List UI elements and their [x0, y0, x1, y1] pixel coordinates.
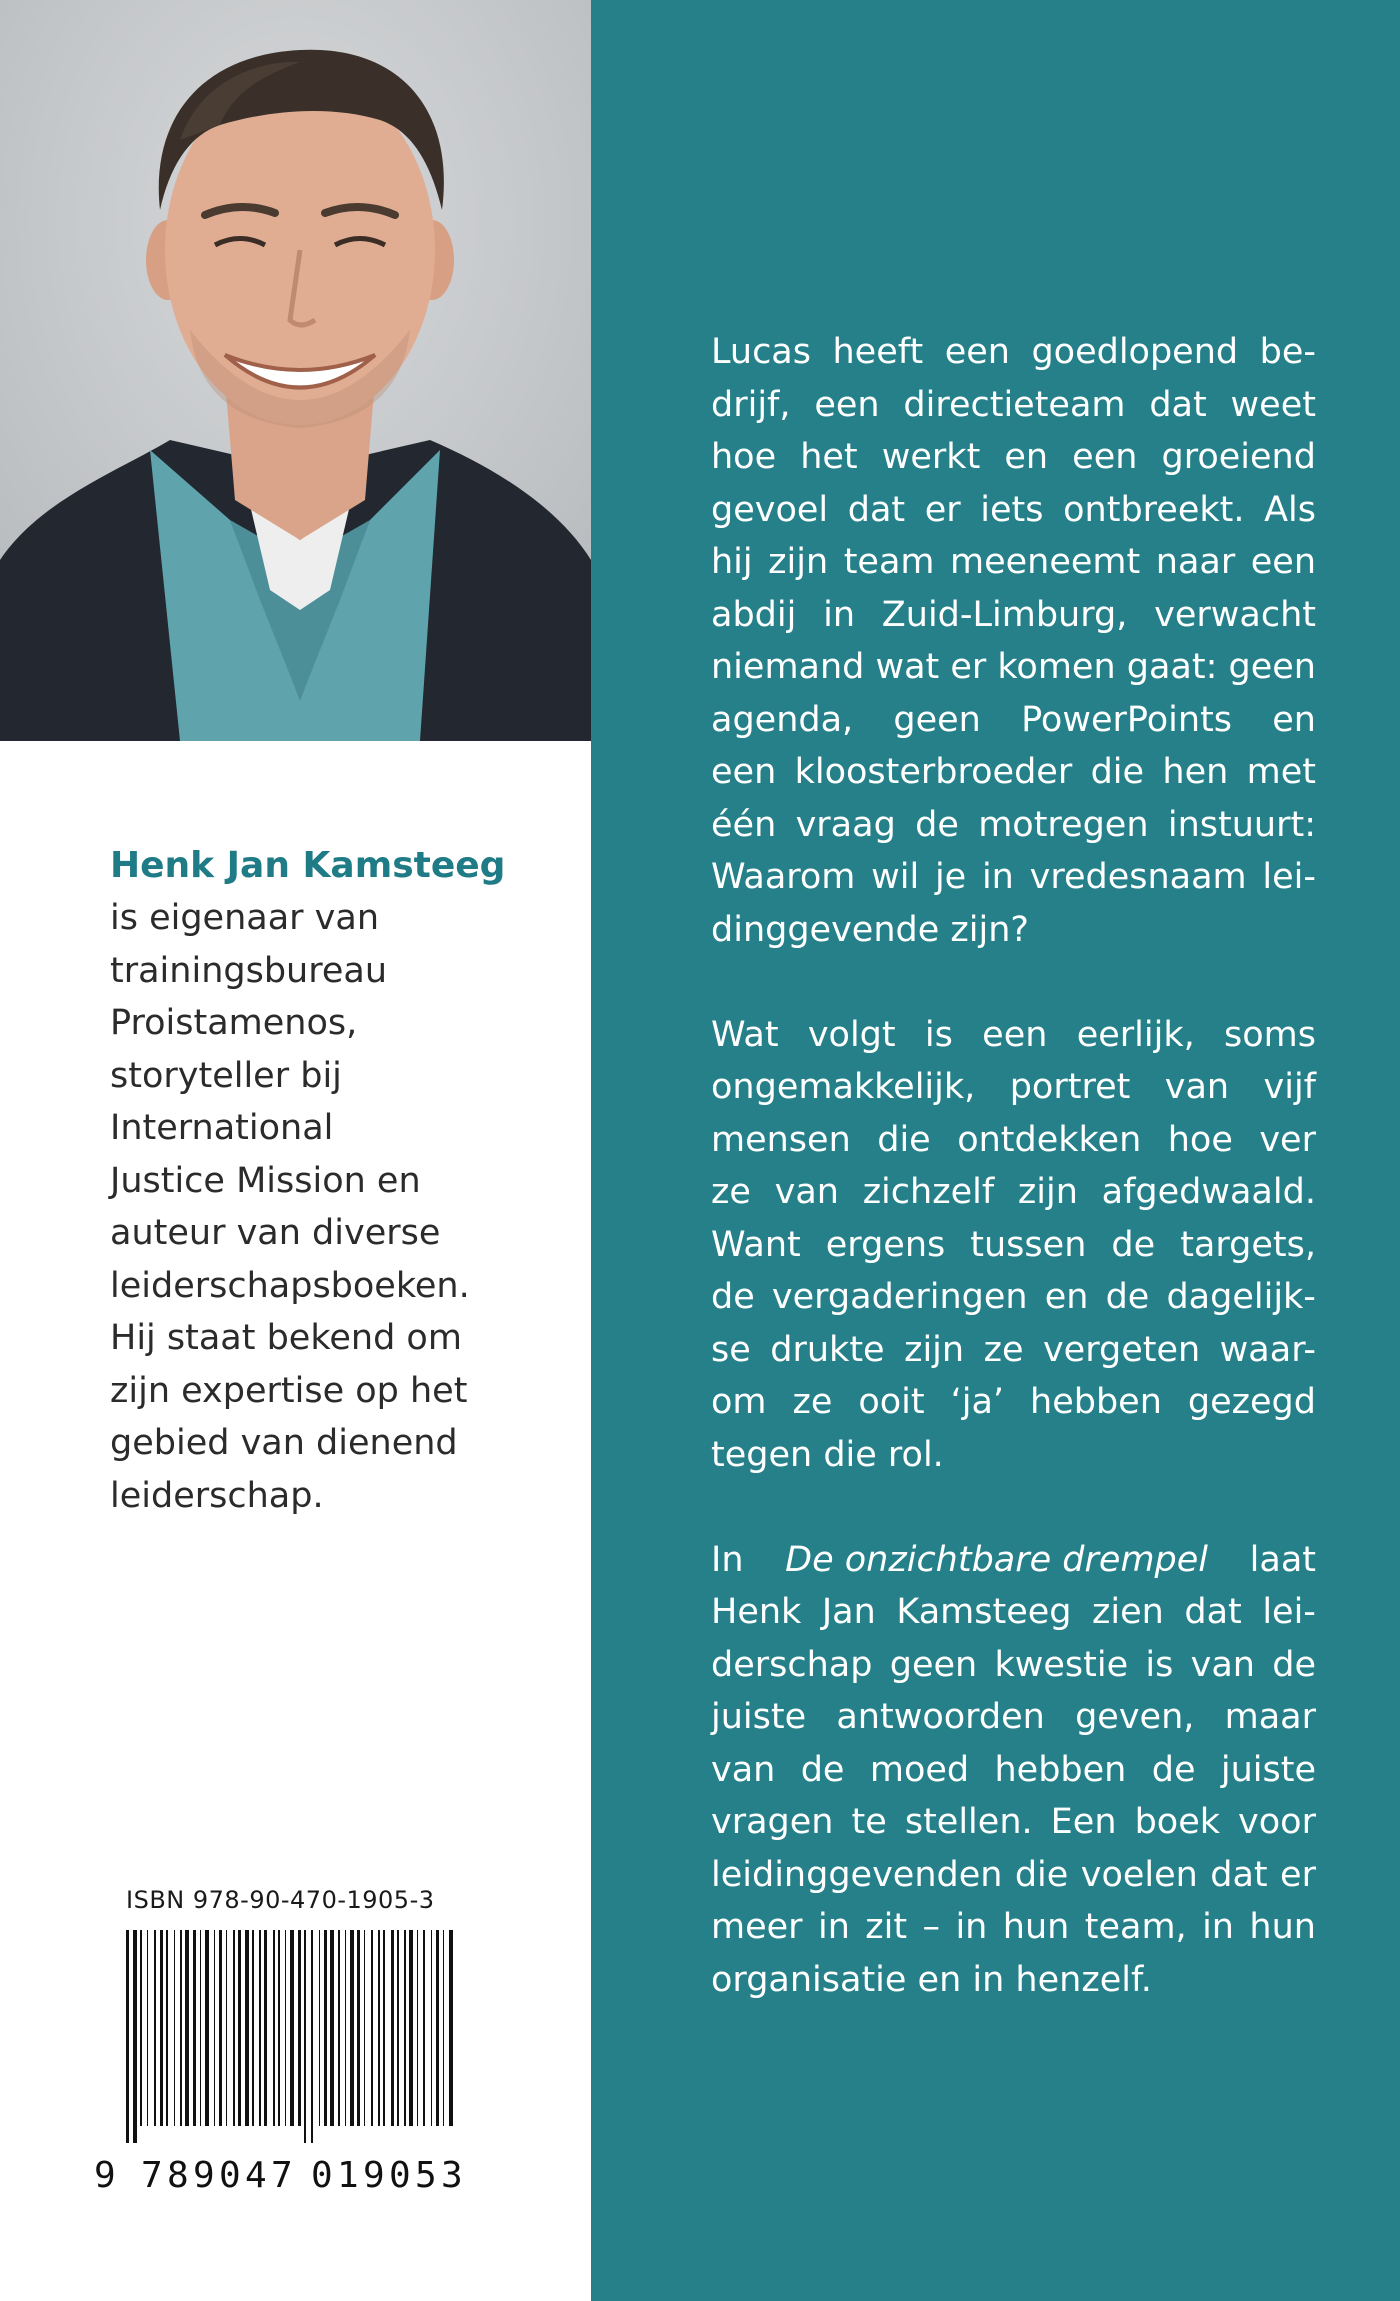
blurb-word: groeiend: [1161, 437, 1316, 477]
blurb-line: [711, 851, 1316, 904]
blurb-line: [711, 1061, 1316, 1114]
blurb-word: de: [915, 804, 959, 845]
barcode-bar: [423, 1930, 425, 2126]
blurb-word: zijn: [768, 542, 829, 582]
author-bio: [110, 892, 580, 1522]
barcode-bar: [140, 1930, 142, 2126]
blurb-line: [711, 1639, 1316, 1692]
blurb-word: Als: [1264, 489, 1316, 530]
blurb-word: geven,: [1075, 1697, 1195, 1737]
barcode-bar: [324, 1930, 327, 2126]
barcode-digit: 7: [141, 2155, 163, 2196]
blurb-word: van: [1164, 1067, 1230, 1107]
blurb-word: lei-: [1262, 857, 1316, 897]
barcode-bar: [238, 1930, 241, 2126]
isbn-label: ISBN 978-90-470-1905-3: [126, 1886, 435, 1914]
blurb-line: [711, 694, 1316, 747]
blurb-line: [711, 1744, 1316, 1797]
blurb-line: [711, 1586, 1316, 1639]
barcode-bar: [205, 1930, 209, 2126]
barcode-bar: [298, 1930, 301, 2126]
blurb-word: er: [950, 647, 987, 687]
blurb-word: hebben: [1030, 1382, 1162, 1422]
barcode-digit: 9: [94, 2155, 116, 2196]
barcode-bar: [350, 1930, 354, 2126]
blurb-word: de: [1272, 1644, 1316, 1685]
blurb-word: motregen: [978, 804, 1149, 845]
blurb-word: instuurt:: [1167, 804, 1316, 845]
blurb-line: [711, 1691, 1316, 1744]
blurb-word: hoe: [711, 437, 777, 477]
barcode-bar: [193, 1930, 196, 2126]
barcode-bar: [357, 1930, 360, 2126]
barcode-bar: [409, 1930, 413, 2126]
blurb-word: vragen: [711, 1802, 834, 1842]
blurb-word: om: [711, 1382, 767, 1422]
blurb-word: ongemakkelijk,: [711, 1067, 976, 1107]
blurb-word: in: [817, 1907, 850, 1947]
blurb-line: [711, 1849, 1316, 1902]
blurb-word: dat: [847, 489, 906, 530]
barcode-bar: [180, 1930, 182, 2126]
blurb-word: Een: [1050, 1802, 1117, 1842]
barcode-bar: [311, 1930, 313, 2143]
blurb-word: van: [711, 1749, 776, 1790]
barcode-digits: [94, 2155, 464, 2195]
blurb-word: te: [851, 1802, 887, 1842]
blurb-word: wat: [875, 647, 940, 687]
blurb-word: boek: [1134, 1802, 1220, 1842]
blurb-word: vergeten: [1042, 1329, 1201, 1370]
blurb-line: [711, 1114, 1316, 1167]
blurb-word: een: [1072, 437, 1138, 477]
blurb-word: geen: [889, 1644, 978, 1685]
blurb-word: antwoorden: [836, 1697, 1045, 1737]
blurb-word: hij: [711, 542, 753, 582]
barcode-bar: [264, 1930, 267, 2126]
blurb-word: geen: [893, 699, 981, 740]
barcode-bar: [278, 1930, 280, 2126]
blurb-word: vergaderingen: [771, 1277, 1028, 1317]
blurb-word: ze: [792, 1382, 833, 1422]
blurb-word: heeft: [832, 332, 924, 372]
blurb-line: [711, 641, 1316, 694]
blurb-word: zijn: [904, 1329, 965, 1370]
blurb-word: meer: [711, 1907, 803, 1947]
back-cover-blurb: [711, 326, 1316, 2059]
blurb-word: Want: [711, 1224, 801, 1265]
book-title: De onzichtbare drempel: [785, 1539, 1209, 1580]
blurb-word: weet: [1230, 384, 1316, 425]
blurb-word: agenda,: [711, 699, 854, 740]
blurb-word: zichzelf: [862, 1172, 995, 1212]
blurb-word: juiste: [1220, 1749, 1316, 1790]
blurb-word: een: [711, 752, 777, 792]
barcode-bar: [160, 1930, 163, 2126]
barcode-bar: [290, 1930, 294, 2126]
barcode-bar: [214, 1930, 215, 2126]
blurb-word: kwestie: [994, 1644, 1129, 1685]
blurb-line: [711, 536, 1316, 589]
blurb-word: gaat:: [1126, 647, 1218, 687]
blurb-word: hun: [1249, 1907, 1316, 1947]
blurb-word: zijn: [1017, 1172, 1078, 1212]
blurb-word: ontdekken: [957, 1119, 1142, 1160]
blurb-word: targets,: [1180, 1224, 1316, 1265]
blurb-line-with-title: [711, 1534, 1316, 1587]
blurb-word: Wat: [711, 1014, 779, 1055]
blurb-line: [711, 1166, 1316, 1219]
blurb-word: zien: [1092, 1592, 1164, 1632]
blurb-line: [711, 1219, 1316, 1272]
blurb-word: je: [934, 857, 967, 897]
blurb-word: die: [877, 1119, 931, 1160]
barcode-digit: 0: [311, 2155, 333, 2196]
barcode-bar: [174, 1930, 175, 2126]
barcode-digit: 1: [337, 2155, 359, 2196]
blurb-paragraph-2: [711, 1009, 1316, 1482]
blurb-word: –: [922, 1907, 941, 1947]
barcode-digit: 3: [441, 2155, 463, 2196]
blurb-word: dat: [1184, 1592, 1242, 1632]
blurb-line: [711, 746, 1316, 799]
barcode-bar: [304, 1930, 306, 2143]
barcode-bar: [252, 1930, 254, 2126]
blurb-word: ze: [711, 1172, 751, 1212]
barcode-bar: [245, 1930, 249, 2126]
barcode-bar: [233, 1930, 235, 2126]
blurb-word: komen: [997, 647, 1116, 687]
barcode-bar: [404, 1930, 406, 2126]
author-bio-line: International: [110, 1108, 334, 1148]
barcode-digit: 9: [193, 2155, 215, 2196]
blurb-word: er: [924, 489, 961, 530]
blurb-word: een: [814, 384, 880, 425]
blurb-word: volgt: [807, 1014, 896, 1055]
barcode-digit: 9: [363, 2155, 385, 2196]
barcode-bar: [133, 1930, 137, 2143]
blurb-word: tussen: [970, 1224, 1087, 1265]
barcode-bar: [319, 1930, 320, 2126]
barcode-bar: [449, 1930, 453, 2126]
barcode-bar: [378, 1930, 380, 2126]
blurb-word: een: [944, 332, 1010, 372]
barcode-bar: [259, 1930, 261, 2126]
barcode-digit: 5: [415, 2155, 437, 2196]
blurb-word: hebben: [994, 1749, 1127, 1790]
blurb-word: laat: [1249, 1539, 1316, 1580]
barcode-bar: [285, 1930, 286, 2126]
blurb-word: gevoel: [711, 489, 829, 530]
blurb-word: Zuid-Limburg,: [881, 594, 1128, 635]
blurb-word: het: [800, 437, 858, 477]
blurb-word: geen: [1228, 647, 1316, 687]
blurb-word: in: [955, 1907, 988, 1947]
blurb-line: [711, 799, 1316, 852]
barcode-bar: [345, 1930, 346, 2126]
author-bio-line: is eigenaar van: [110, 898, 380, 938]
barcode-digit: 0: [219, 2155, 241, 2196]
blurb-word: mensen: [711, 1119, 851, 1160]
blurb-word: goedlopend: [1031, 332, 1239, 372]
blurb-word: Henk: [711, 1592, 802, 1632]
author-bio-line: zijn expertise op het: [110, 1370, 468, 1411]
author-bio-line: leiderschap.: [110, 1475, 324, 1516]
blurb-paragraph-3: [711, 1534, 1316, 2007]
blurb-word: waar-: [1219, 1329, 1316, 1370]
blurb-word: gezegd: [1187, 1382, 1316, 1422]
blurb-word: niemand: [711, 647, 865, 687]
blurb-word: juiste: [711, 1697, 807, 1737]
blurb-word: voor: [1238, 1802, 1316, 1842]
barcode-bar: [391, 1930, 394, 2126]
barcode-digit: 4: [245, 2155, 267, 2196]
barcode-digit: 7: [271, 2155, 293, 2196]
blurb-word: verwacht: [1154, 594, 1316, 635]
blurb-word: drijf,: [711, 384, 791, 425]
blurb-word: in: [1202, 1907, 1234, 1947]
barcode-bar: [226, 1930, 227, 2126]
left-column: [0, 0, 591, 2301]
barcode-digit: 8: [167, 2155, 189, 2196]
blurb-word: drukte: [770, 1329, 885, 1370]
barcode-bar: [154, 1930, 156, 2126]
blurb-word: hoe: [1167, 1119, 1233, 1160]
blurb-line: [711, 1796, 1316, 1849]
blurb-word: Jan: [821, 1592, 876, 1632]
blurb-word: lei-: [1262, 1592, 1316, 1632]
blurb-word: derschap: [711, 1644, 873, 1685]
blurb-line: [711, 1271, 1316, 1324]
blurb-word: eerlijk,: [1076, 1014, 1195, 1055]
blurb-line: [711, 1009, 1316, 1062]
author-bio-line: Hij staat bekend om: [110, 1318, 462, 1358]
blurb-line: [711, 431, 1316, 484]
barcode-digit: 0: [389, 2155, 411, 2196]
barcode-bar: [371, 1930, 373, 2126]
blurb-word: een: [1250, 542, 1316, 582]
blurb-word: Kamsteeg: [896, 1592, 1072, 1632]
blurb-word: vraag: [795, 804, 896, 845]
barcode-bar: [330, 1930, 334, 2126]
barcode-bar: [383, 1930, 385, 2126]
blurb-word: één: [711, 804, 777, 845]
author-bio-line: leiderschapsboeken.: [110, 1265, 470, 1306]
blurb-word: zit: [865, 1907, 908, 1947]
blurb-word: leidinggevenden: [711, 1854, 1003, 1895]
blurb-word: in: [981, 857, 1014, 897]
barcode-bar: [397, 1930, 399, 2126]
blurb-word: ooit: [858, 1382, 925, 1422]
blurb-line: [711, 326, 1316, 379]
blurb-line: tegen die rol.: [711, 1434, 944, 1475]
blurb-word: meeneemt: [950, 542, 1141, 582]
blurb-word: de: [711, 1277, 755, 1317]
blurb-word: de: [1151, 1749, 1196, 1790]
barcode-bar: [185, 1930, 189, 2126]
barcode-bar: [126, 1930, 129, 2143]
blurb-word: directieteam: [903, 384, 1126, 425]
blurb-word: de: [1105, 1277, 1150, 1317]
blurb-word: en: [1004, 437, 1049, 477]
author-name: Henk Jan Kamsteeg: [110, 845, 506, 886]
blurb-word: voelen: [1080, 1854, 1198, 1895]
blurb-word: ontbreekt.: [1063, 489, 1245, 530]
blurb-word: Waarom: [711, 857, 856, 897]
blurb-word: een: [982, 1014, 1048, 1055]
blurb-word: dagelijk-: [1166, 1277, 1316, 1317]
barcode-bar: [443, 1930, 444, 2126]
author-bio-line: Justice Mission en: [110, 1160, 421, 1201]
blurb-line: [711, 484, 1316, 537]
blurb-word: in: [823, 594, 856, 635]
barcode-bar: [431, 1930, 432, 2126]
blurb-word: de: [800, 1749, 845, 1790]
barcode-bar: [436, 1930, 439, 2126]
barcode-bar: [166, 1930, 168, 2126]
blurb-word: van: [1190, 1644, 1255, 1685]
blurb-word: de: [1111, 1224, 1156, 1265]
blurb-word: team: [843, 542, 935, 582]
blurb-word: is: [1145, 1644, 1174, 1685]
author-bio-line: gebied van dienend: [110, 1423, 458, 1463]
blurb-word: maar: [1224, 1697, 1316, 1737]
blurb-line: [711, 1901, 1316, 1954]
blurb-word: en: [1272, 699, 1316, 740]
barcode-bar: [147, 1930, 148, 2126]
barcode-bar: [200, 1930, 201, 2126]
blurb-word: PowerPoints: [1021, 699, 1233, 740]
blurb-line: [711, 1324, 1316, 1377]
blurb-word: vredesnaam: [1029, 857, 1247, 897]
blurb-word: die: [1090, 752, 1145, 792]
blurb-word: van: [774, 1172, 839, 1212]
blurb-word: ver: [1259, 1119, 1316, 1160]
author-bio-line: trainingsbureau: [110, 950, 388, 991]
blurb-word: In: [711, 1539, 744, 1580]
barcode-bar: [273, 1930, 275, 2126]
blurb-word: portret: [1009, 1067, 1131, 1107]
author-bio-line: auteur van diverse: [110, 1213, 441, 1253]
author-bio-line: Proistamenos,: [110, 1003, 358, 1043]
blurb-word: werkt: [881, 437, 981, 477]
barcode-bar: [417, 1930, 418, 2126]
author-photo: [0, 0, 591, 741]
barcode: [126, 1930, 456, 2143]
blurb-word: kloosterbroeder: [794, 752, 1073, 792]
blurb-word: afgedwaald.: [1101, 1172, 1316, 1212]
barcode-bar: [338, 1930, 340, 2126]
blurb-word: met: [1246, 752, 1316, 792]
blurb-word: is: [924, 1014, 953, 1055]
blurb-line: dinggevende zijn?: [711, 909, 1029, 950]
author-bio-line: storyteller bij: [110, 1055, 342, 1096]
blurb-paragraph-1: [711, 326, 1316, 956]
blurb-word: vijf: [1263, 1067, 1316, 1107]
blurb-word: die: [1014, 1854, 1069, 1895]
blurb-line: organisatie en in henzelf.: [711, 1959, 1152, 2000]
blurb-line: [711, 589, 1316, 642]
barcode-bar: [219, 1930, 222, 2126]
blurb-word: be-: [1259, 332, 1316, 372]
blurb-word: en: [1044, 1277, 1089, 1317]
blurb-word: ze: [983, 1329, 1024, 1370]
blurb-word: dat: [1210, 1854, 1268, 1895]
blurb-word: moed: [869, 1749, 970, 1790]
blurb-word: team,: [1084, 1907, 1187, 1947]
blurb-word: soms: [1224, 1014, 1316, 1055]
blurb-word: dat: [1149, 384, 1207, 425]
blurb-word: hen: [1162, 752, 1229, 792]
blurb-word: abdij: [711, 594, 797, 635]
blurb-word: hun: [1002, 1907, 1070, 1947]
blurb-word: wil: [871, 857, 920, 897]
barcode-bar: [364, 1930, 365, 2126]
author-portrait-illustration: [0, 0, 591, 741]
blurb-line: [711, 1376, 1316, 1429]
blurb-word: ergens: [825, 1224, 946, 1265]
blurb-word: stellen.: [904, 1802, 1033, 1842]
blurb-word: ‘ja’: [950, 1382, 1005, 1422]
blurb-word: iets: [980, 489, 1044, 530]
blurb-word: se: [711, 1329, 751, 1370]
blurb-word: er: [1280, 1854, 1316, 1895]
blurb-word: Lucas: [711, 332, 811, 372]
blurb-line: [711, 379, 1316, 432]
blurb-word: naar: [1155, 542, 1236, 582]
